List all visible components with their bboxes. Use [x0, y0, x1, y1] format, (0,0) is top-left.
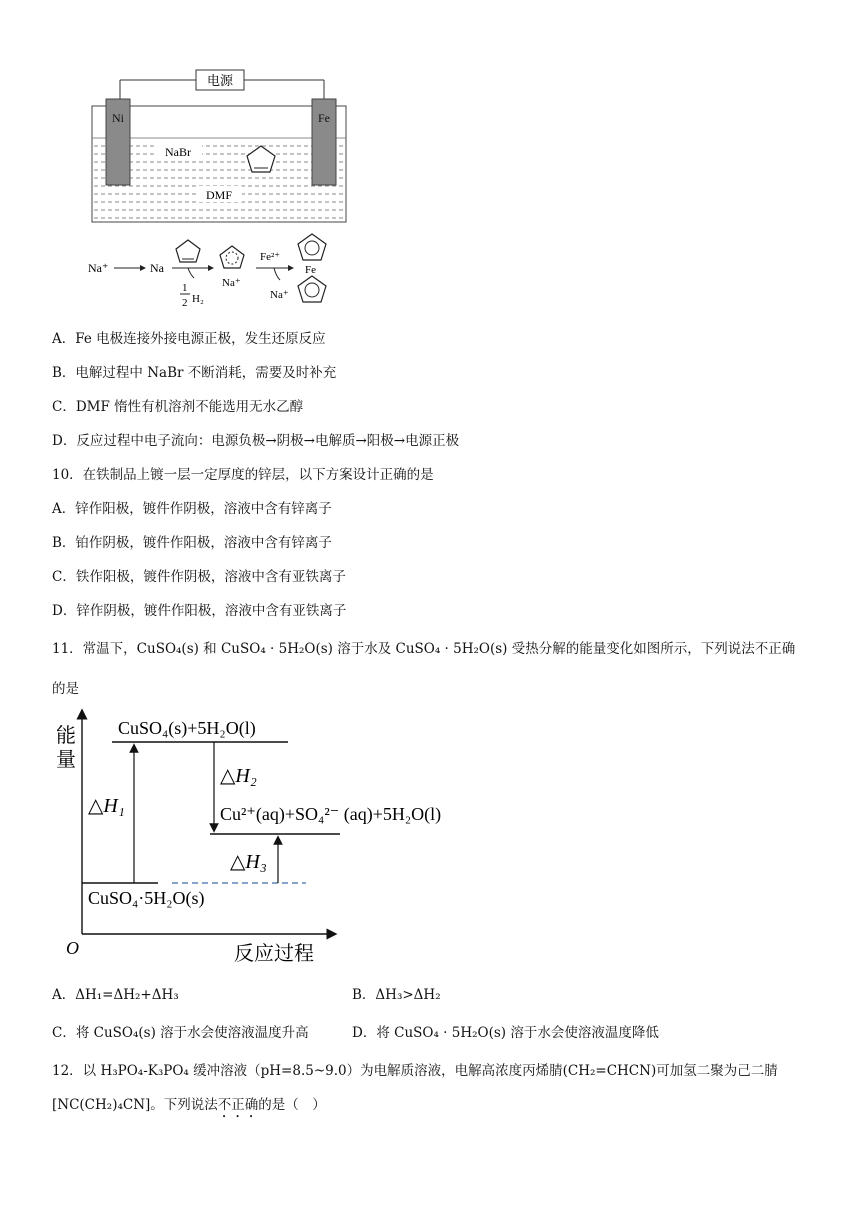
- nabr-label: NaBr: [165, 145, 191, 159]
- q9-option-d: D．反应过程中电子流向：电源负极→阴极→电解质→阳极→电源正极: [52, 433, 460, 449]
- q12-line1: 12．以 H₃PO₄-K₃PO₄ 缓冲溶液（pH=8.5~9.0）为电解质溶液，电解高浓度丙烯腈(CH₂=CHCN)可加氢二聚为己二腈: [52, 1063, 778, 1079]
- electrolysis-figure: [84, 66, 364, 316]
- y-axis-label-1: 能: [56, 725, 76, 747]
- x-axis-label: 反应过程: [234, 943, 314, 965]
- origin-label: O: [66, 938, 79, 958]
- q11-stem-line1: 11．常温下，CuSO₄(s) 和 CuSO₄ · 5H₂O(s) 溶于水及 CuSO₄ · 5H₂O(s) 受热分解的能量变化如图所示，下列说法不正确: [52, 641, 796, 657]
- mid-level-label: Cu²⁺(aq)+SO₄²⁻ (aq)+5H₂O(l): [220, 804, 442, 824]
- mech-na-plus: Na⁺: [88, 261, 109, 275]
- q9-option-b: B．电解过程中 NaBr 不断消耗，需要及时补充: [52, 365, 337, 381]
- top-level-label: CuSO₄(s)+5H₂O(l): [118, 718, 256, 738]
- q9-option-c: C．DMF 惰性有机溶剂不能选用无水乙醇: [52, 399, 304, 415]
- energy-diagram: [52, 708, 472, 970]
- svg-text:2: 2: [182, 297, 188, 309]
- q11-stem-line2: 的是: [52, 681, 79, 697]
- q11-option-a: A．ΔH₁=ΔH₂+ΔH₃: [52, 987, 179, 1003]
- svg-text:1: 1: [182, 282, 188, 294]
- y-axis-label-2: 量: [56, 749, 76, 771]
- q10-option-b: B．铂作阴极，镀件作阳极，溶液中含有锌离子: [52, 535, 332, 551]
- q10-option-d: D．锌作阴极，镀件作阳极，溶液中含有亚铁离子: [52, 603, 347, 619]
- q11-option-c: C．将 CuSO₄(s) 溶于水会使溶液温度升高: [52, 1025, 309, 1041]
- mech-na: Na: [150, 261, 164, 275]
- dmf-label: DMF: [205, 188, 233, 202]
- q9-option-a: A．Fe 电极连接外接电源正极，发生还原反应: [52, 331, 326, 347]
- ni-label: Ni: [112, 111, 124, 125]
- mech-fe2: Fe²⁺: [260, 251, 281, 263]
- q12-line2-emph: 不正确: [217, 1097, 259, 1113]
- dh2-label: △H₂: [220, 765, 257, 787]
- q12-line2: [52, 1096, 326, 1121]
- mech-na-plus-2: Na⁺: [222, 277, 241, 289]
- fe-label: Fe: [318, 111, 330, 125]
- bottom-level-label: CuSO₄·5H₂O(s): [88, 888, 205, 908]
- dh3-label: △H₃: [230, 851, 267, 873]
- ferrocene-top-ring-icon: [298, 234, 326, 260]
- q12-line2-post: 的是（ ）: [258, 1097, 326, 1113]
- q11-option-d: D．将 CuSO₄ · 5H₂O(s) 溶于水会使溶液温度降低: [352, 1025, 659, 1041]
- mech-half-h2: H₂: [192, 293, 204, 305]
- q12-line2-pre: [NC(CH₂)₄CN]。下列说法: [52, 1097, 218, 1113]
- mech-fe: Fe: [305, 264, 316, 276]
- ferrocene-bottom-ring-icon: [298, 276, 326, 302]
- q10-option-a: A．锌作阳极，镀件作阴极，溶液中含有锌离子: [52, 501, 332, 517]
- power-label: 电源: [206, 73, 234, 88]
- dh1-label: △H₁: [88, 795, 125, 817]
- q10-option-c: C．铁作阳极，镀件作阴极，溶液中含有亚铁离子: [52, 569, 346, 585]
- mech-na-plus-3: Na⁺: [270, 289, 289, 301]
- cp-anion-icon: [220, 246, 244, 268]
- q10-stem: 10．在铁制品上镀一层一定厚度的锌层，以下方案设计正确的是: [52, 467, 434, 483]
- q11-option-b: B．ΔH₃>ΔH₂: [352, 987, 441, 1003]
